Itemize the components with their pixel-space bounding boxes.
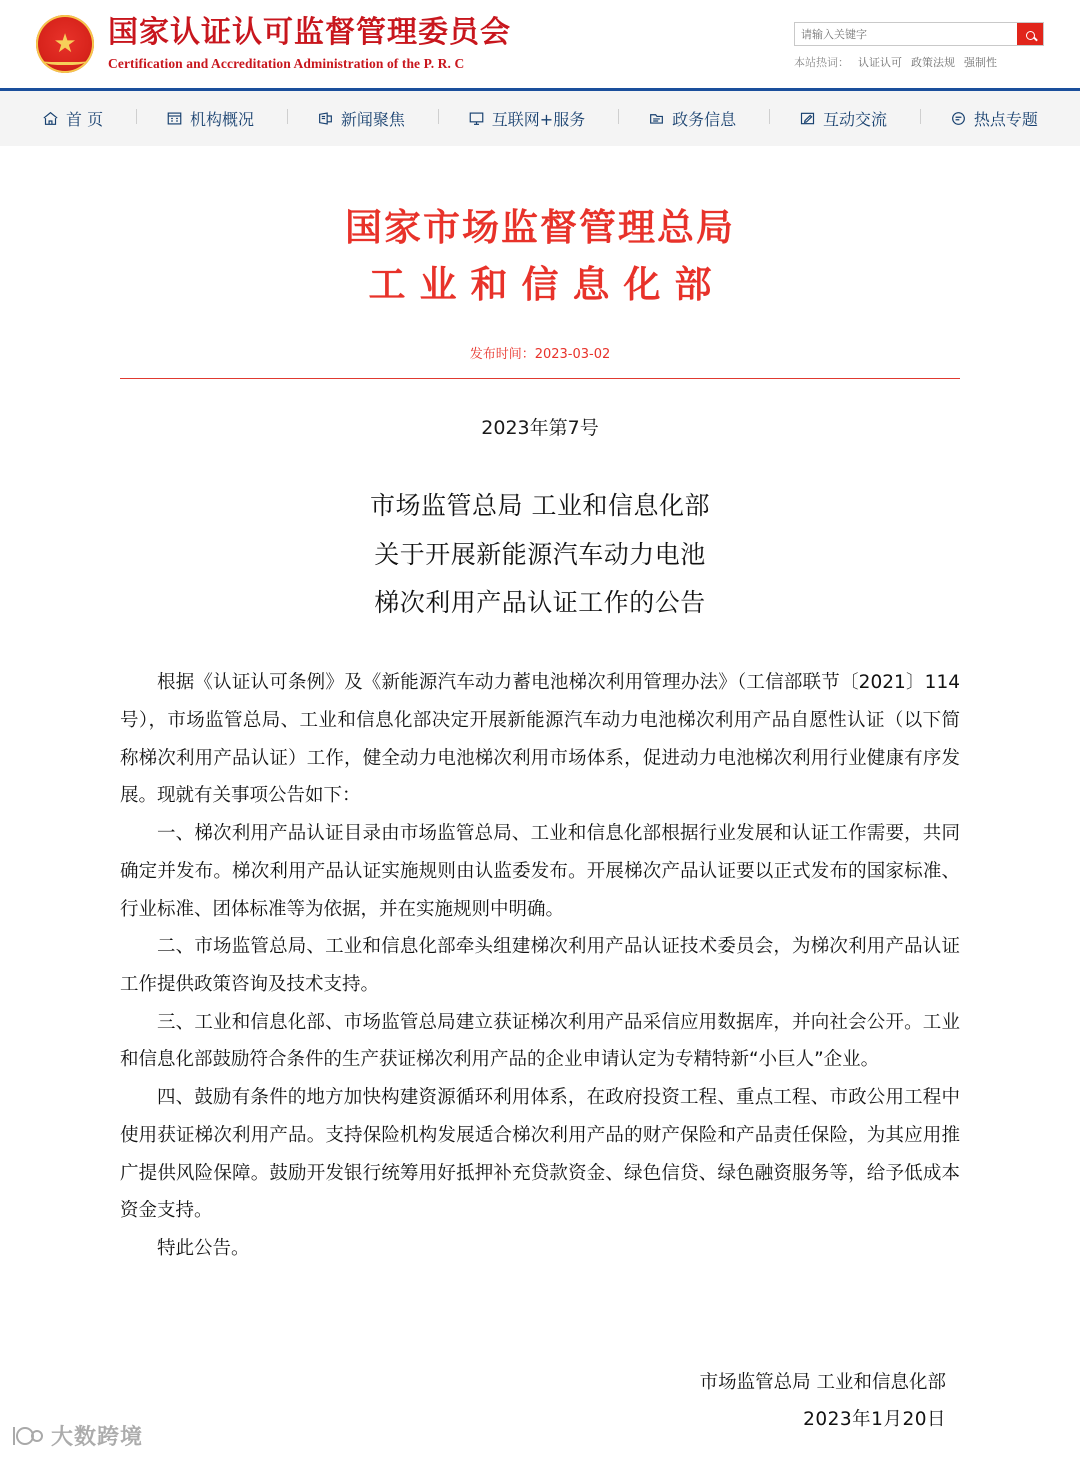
paragraph: 一、梯次利用产品认证目录由市场监管总局、工业和信息化部根据行业发展和认证工作需要，共同确定并发布。梯次利用产品认证实施规则由认监委发布。开展梯次产品认证要以正式发布的国家标准、行业标准、团体标准等为依据，并在实施规则中明确。 [120, 823, 960, 920]
nav-item-government-info[interactable] [644, 107, 740, 130]
search-input[interactable] [795, 23, 1017, 45]
watermark-text: 大数跨境 [51, 1425, 144, 1450]
nav-item-interaction[interactable] [795, 107, 891, 130]
brand-title-cn: 国家认证认可监督管理委员会 [108, 14, 511, 50]
site-header [0, 0, 1080, 88]
publish-time-label: 发布时间： [469, 346, 535, 362]
paragraph: 三、工业和信息化部、市场监管总局建立获证梯次利用产品采信应用数据库，并向社会公开。工业和信息化部鼓励符合条件的生产获证梯次利用产品的企业申请认定为专精特新“小巨人”企业。 [120, 1011, 960, 1071]
document-body [120, 664, 960, 1268]
pencil-icon [799, 111, 816, 126]
title-line-1: 市场监管总局 工业和信息化部 [370, 490, 710, 520]
home-icon [42, 111, 59, 126]
document-issuer [120, 200, 960, 313]
divider-red [120, 378, 960, 379]
document-number: 2023年第7号 [481, 416, 599, 439]
title-line-3: 梯次利用产品认证工作的公告 [374, 588, 706, 618]
search-button[interactable] [1017, 23, 1043, 45]
nav-label: 机构概况 [189, 110, 254, 129]
search-box[interactable] [794, 22, 1044, 46]
nav-item-hot-topics[interactable] [946, 107, 1042, 130]
brand-title-en: Certification and Accreditation Administration of the P. R. C [108, 56, 465, 72]
building-icon [166, 111, 183, 126]
title-line-2: 关于开展新能源汽车动力电池 [374, 539, 706, 569]
paragraph: 四、鼓励有条件的地方加快构建资源循环利用体系，在政府投资工程、重点工程、市政公用工程中使用获证梯次利用产品。支持保险机构发展适合梯次利用产品的财产保险和产品责任保险，为其应用推广提供风险保障。鼓励开发银行统筹用好抵押补充贷款资金、绿色信贷、绿色融资服务等，给予低成本资金支持。 [120, 1087, 960, 1222]
search-icon [1026, 31, 1035, 40]
hot-word-link-2[interactable]: 政策法规 [911, 56, 955, 69]
publish-time [120, 343, 960, 362]
monitor-icon [468, 111, 485, 126]
paragraph: 二、市场监管总局、工业和信息化部牵头组建梯次利用产品认证技术委员会，为梯次利用产品认证工作提供政策咨询及技术支持。 [120, 936, 960, 995]
brand[interactable] [36, 15, 511, 73]
nav-list [38, 107, 1042, 130]
signature-date: 2023年1月20日 [803, 1408, 946, 1430]
nav-label: 互动交流 [823, 110, 888, 129]
document-signature [120, 1364, 960, 1438]
nav-item-news[interactable] [313, 107, 409, 130]
nav-label: 新闻聚焦 [340, 110, 405, 129]
document-icon [648, 111, 665, 126]
nav-item-internet-service[interactable] [464, 107, 589, 130]
signature-issuers: 市场监管总局 工业和信息化部 [699, 1371, 946, 1393]
chat-icon [950, 111, 967, 126]
document-content [0, 146, 1080, 1438]
hot-words-label: 本站热词： [794, 56, 849, 69]
header-search-area [794, 18, 1044, 70]
nav-item-home[interactable] [38, 107, 107, 130]
publish-time-value: 2023-03-02 [534, 346, 611, 362]
paragraph: 特此公告。 [157, 1238, 250, 1260]
issuer-line-2: 工业和信息化部 [368, 262, 726, 306]
watermark [10, 1420, 143, 1451]
paragraph: 根据《认证认可条例》及《新能源汽车动力蓄电池梯次利用管理办法》（工信部联节〔2021〕114号），市场监管总局、工业和信息化部决定开展新能源汽车动力电池梯次利用产品自愿性认证（以下简称梯次利用产品认证）工作，健全动力电池梯次利用市场体系，促进动力电池梯次利用行业健康有序发展。现就有关事项公告如下： [120, 672, 960, 807]
nav-label: 热点专题 [973, 110, 1038, 129]
document-title [120, 482, 960, 628]
national-emblem-icon [36, 15, 94, 73]
nav-label: 首 页 [66, 110, 104, 129]
hot-word-link-3[interactable]: 强制性 [964, 56, 997, 69]
watermark-logo-icon [10, 1423, 44, 1449]
issuer-line-1: 国家市场监督管理总局 [345, 206, 735, 249]
main-navigation [0, 88, 1080, 146]
nav-label: 互联网+服务 [491, 110, 586, 129]
nav-item-organization[interactable] [162, 107, 258, 130]
hot-words [794, 54, 1044, 70]
brand-text [108, 16, 511, 72]
hot-word-link-1[interactable]: 认证认可 [858, 56, 902, 69]
nav-label: 政务信息 [672, 110, 737, 129]
news-icon [317, 111, 334, 126]
